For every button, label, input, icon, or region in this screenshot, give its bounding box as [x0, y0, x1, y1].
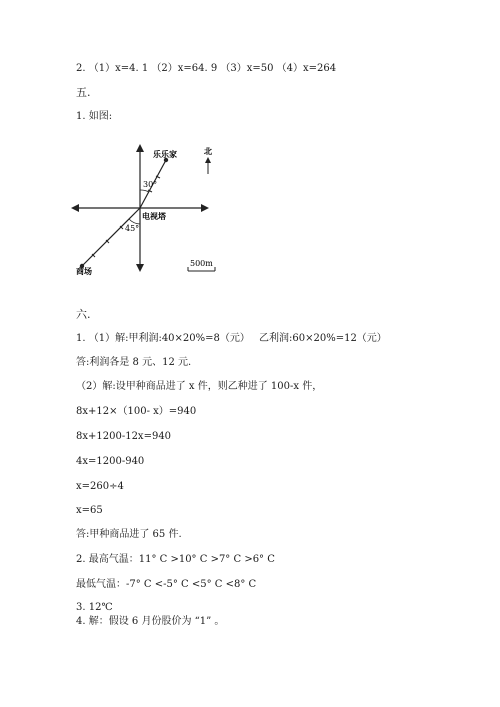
answer-line-15: 4. 解：假设 6 月份股价为 “1” 。 [76, 616, 225, 627]
answer-line-5: （2）解:设甲种商品进了 x 件，则乙种进了 100-x 件， [76, 381, 323, 392]
east-arrow [201, 204, 209, 212]
north-indicator-arrow [205, 157, 211, 163]
answer-line-1: 2. （1）x=4. 1 （2）x=64. 9 （3）x=50 （4）x=264 [76, 63, 337, 74]
label-mall: 商场 [76, 266, 92, 276]
label-tower: 电视塔 [142, 211, 166, 221]
section-heading-5: 五. [76, 86, 91, 99]
answer-line-13: 最低气温：-7° C <-5° C <5° C <8° C [76, 579, 257, 590]
answer-line-10: x=65 [76, 505, 103, 516]
south-axis-arrow [136, 264, 144, 272]
answer-line-14: 3. 12℃ [76, 602, 113, 613]
answer-line-3b: 乙利润:60×20%=12（元） [259, 333, 387, 344]
label-angle-30: 30° [143, 180, 158, 189]
answer-line-2: 1. 如图: [76, 111, 113, 122]
answer-line-7: 8x+1200-12x=940 [76, 431, 172, 442]
answer-line-3a: 1. （1）解:甲利润:40×20%=8（元） [76, 333, 250, 344]
label-home: 乐乐家 [153, 149, 177, 159]
answer-line-4: 答:利润各是 8 元、12 元. [76, 357, 192, 368]
answer-line-6: 8x+12×（100- x）=940 [76, 406, 197, 417]
answer-line-12: 2. 最高气温：11° C >10° C >7° C >6° C [76, 554, 275, 565]
north-axis-arrow [136, 144, 144, 152]
answer-line-8: 4x=1200-940 [76, 456, 145, 467]
label-angle-45: 45° [125, 224, 140, 233]
answer-line-9: x=260÷4 [76, 481, 124, 492]
direction-diagram [70, 140, 250, 278]
section-heading-6: 六. [76, 308, 91, 321]
answer-line-11: 答:甲种商品进了 65 件. [76, 529, 182, 540]
route-to-mall [82, 208, 140, 266]
label-north: 北 [204, 146, 212, 156]
angle-arc-30 [140, 190, 149, 192]
west-arrow [71, 204, 79, 212]
label-scale: 500m [190, 259, 213, 268]
